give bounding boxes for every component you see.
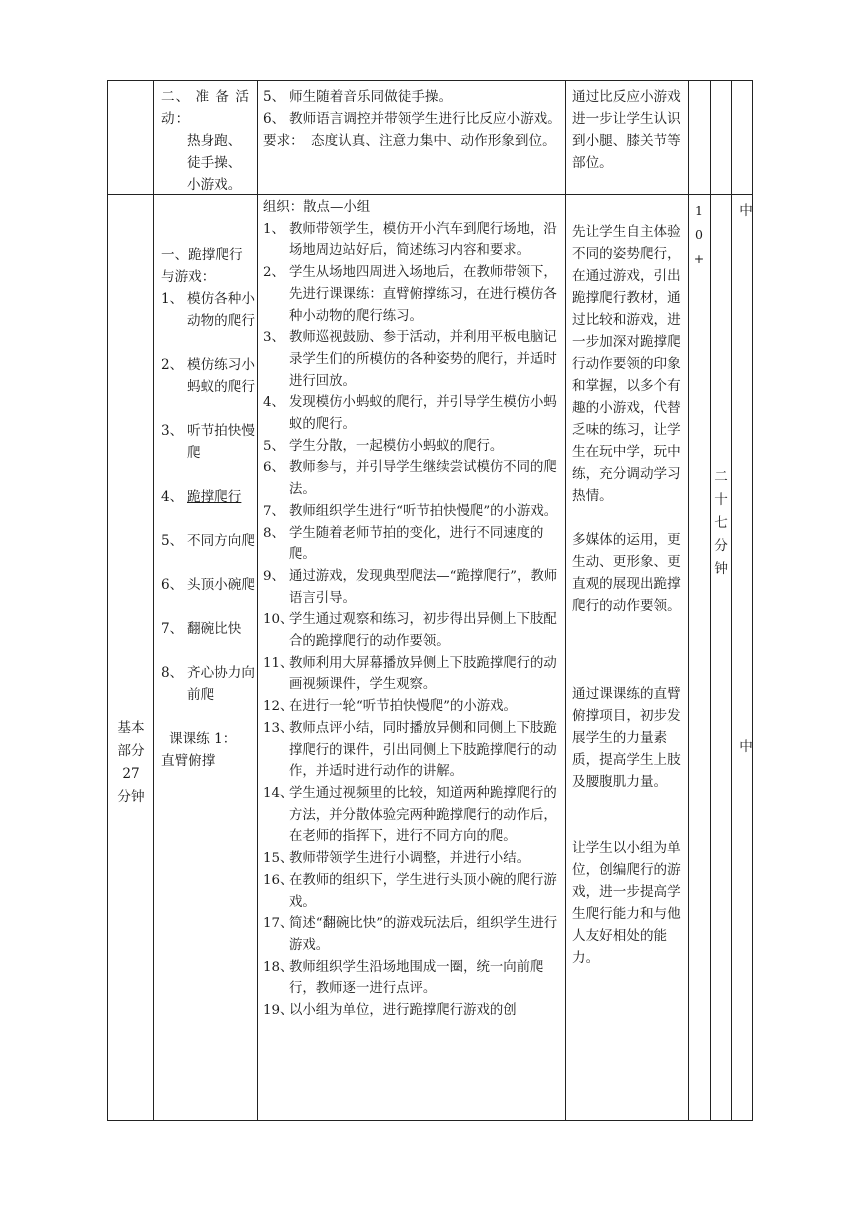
method-step	[263, 219, 561, 262]
table-bottom-border	[107, 1120, 752, 1121]
step-number: 12、	[263, 699, 294, 715]
intensity-label: 中	[739, 203, 753, 219]
count-cell	[690, 199, 708, 271]
content-item	[161, 354, 255, 398]
main-method-cell	[263, 197, 561, 1022]
content-item	[161, 662, 255, 706]
step-text: 简述“翻碗比快”的游戏玩法后，组织学生进行游戏。	[289, 916, 558, 953]
time-cell	[712, 466, 730, 581]
step-number: 7、	[263, 503, 285, 519]
method-step	[263, 523, 561, 566]
step-text: 在进行一轮“听节拍快慢爬”的小游戏。	[289, 699, 517, 715]
warmup-content-cell	[161, 86, 255, 196]
content-item	[161, 618, 255, 640]
content-item	[161, 420, 255, 464]
section-label-line: 分钟	[117, 789, 145, 805]
time-char: 二	[714, 469, 728, 485]
step-text: 学生分散，一起模仿小蚂蚁的爬行。	[289, 438, 504, 454]
step-number: 1、	[263, 221, 285, 237]
item-number: 6、	[161, 577, 184, 593]
intensity-label: 中	[739, 739, 753, 755]
method-step	[263, 392, 561, 435]
method-step	[263, 457, 561, 500]
step-number: 4、	[263, 395, 285, 411]
time-char: 钟	[714, 561, 728, 577]
item-text: 齐心协力向前爬	[187, 665, 255, 703]
item-number: 5、	[161, 533, 184, 549]
step-text: 学生通过观察和练习，初步得出异侧上下肢配合的跪撑爬行的动作要领。	[289, 612, 557, 650]
purpose-paragraph: 通过课课练的直臂俯撑项目，初步发展学生的力量素质，提高学生上肢及腰腹肌力量。	[572, 686, 681, 790]
method-step-list	[263, 219, 561, 1022]
item-text: 模仿各种小动物的爬行	[187, 291, 255, 329]
table-right-border	[752, 80, 753, 1121]
step-number: 17、	[263, 916, 294, 932]
purpose-paragraph: 多媒体的运用，更生动、更形象、更直观的展现出跪撑爬行的动作要领。	[572, 532, 681, 614]
content-item	[161, 288, 255, 332]
item-number: 8、	[161, 665, 184, 681]
content-intro: 一、跪撑爬行与游戏：	[161, 247, 243, 285]
step-number: 16、	[263, 872, 294, 888]
item-number: 7、	[161, 621, 184, 637]
column-divider	[565, 80, 566, 1121]
method-step	[263, 436, 561, 458]
count-char: 1	[695, 203, 703, 218]
requirement	[263, 130, 561, 152]
item-text: 不同方向爬	[187, 533, 255, 549]
step-text: 教师利用大屏幕播放异侧上下肢跪撑爬行的动画视频课件，学生观察。	[289, 655, 557, 693]
item-number: 1、	[161, 291, 184, 307]
step-text: 教师组织学生进行“听节拍快慢爬”的小游戏。	[289, 503, 558, 519]
method-step	[263, 609, 561, 652]
step-number: 10、	[263, 612, 294, 628]
count-char: 0	[695, 227, 703, 242]
step-text: 教师点评小结，同时播放异侧和同侧上下肢跪撑爬行的课件，引出同侧上下肢跪撑爬行的动作，并适时进行动作的讲解。	[289, 720, 557, 780]
main-purpose-cell	[572, 221, 684, 969]
method-step	[263, 870, 561, 913]
table-top-border	[107, 80, 752, 81]
practice-title: 课课练 1：	[169, 731, 237, 747]
content-item	[161, 486, 255, 508]
step-number: 13、	[263, 720, 294, 736]
purpose-paragraph: 先让学生自主体验不同的姿势爬行，在通过游戏，引出跪撑爬行教材，通过比较和游戏，进一步加深对跪撑爬行动作要领的印象和掌握，以多个有趣的小游戏，代替乏味的练习，让学生在玩中学，玩中练，充分调动学习热情。	[572, 224, 681, 504]
column-divider	[257, 80, 258, 1121]
method-step	[263, 848, 561, 870]
item-number: 2、	[161, 357, 184, 373]
step-number: 6、	[263, 111, 286, 127]
method-step	[263, 566, 561, 609]
step-text: 教师带领学生进行小调整，并进行小结。	[289, 851, 531, 867]
step-text: 教师带领学生，模仿开小汽车到爬行场地，沿场地周边站好后，简述练习内容和要求。	[289, 221, 557, 259]
step-text: 在教师的组织下，学生进行头顶小碗的爬行游戏。	[289, 872, 557, 910]
step-number: 5、	[263, 438, 285, 454]
section-label-line: 27	[122, 766, 140, 782]
step-text: 通过游戏，发现典型爬法—“跪撑爬行”，教师语言引导。	[289, 568, 558, 606]
item-text: 翻碗比快	[187, 621, 242, 637]
table-left-border	[107, 80, 108, 1121]
warmup-method-cell	[263, 86, 561, 152]
requirement-text: 态度认真、注意力集中、动作形象到位。	[311, 133, 556, 149]
step-text: 教师参与，并引导学生继续尝试模仿不同的爬法。	[289, 460, 557, 498]
step-text: 教师巡视鼓励、参于活动，并利用平板电脑记录学生们的所模仿的各种姿势的爬行，并适时进行回放。	[289, 330, 557, 389]
warmup-purpose-cell	[572, 86, 684, 174]
method-step	[263, 653, 561, 696]
method-step	[263, 696, 561, 718]
step-number: 8、	[263, 525, 285, 541]
warmup-item: 热身跑、	[187, 133, 242, 149]
column-divider	[710, 80, 711, 1121]
step-number: 6、	[263, 460, 285, 476]
warmup-item: 徒手操、	[187, 155, 242, 171]
step-number: 18、	[263, 959, 294, 975]
requirement-label: 要求：	[263, 133, 304, 149]
content-item	[161, 574, 255, 596]
step-number: 11、	[263, 655, 294, 671]
step-text: 教师组织学生沿场地围成一圈，统一向前爬行，教师逐一进行点评。	[289, 959, 544, 997]
method-step	[263, 501, 561, 523]
organization-text: 组织：散点—小组	[263, 200, 371, 215]
count-char: +	[693, 251, 705, 266]
time-char: 七	[714, 515, 728, 531]
item-text: 跪撑爬行	[187, 489, 242, 505]
section-label-line: 基本	[117, 720, 145, 736]
step-number: 9、	[263, 568, 285, 584]
practice-name: 直臂俯撑	[161, 753, 216, 769]
step-number: 2、	[263, 265, 285, 281]
method-step	[263, 957, 561, 1000]
main-content-cell	[161, 244, 255, 772]
method-step	[263, 262, 561, 327]
column-divider	[731, 80, 732, 1121]
column-divider	[153, 80, 154, 1121]
section-label-line: 部分	[117, 743, 145, 759]
step-text: 学生通过视频里的比较，知道两种跪撑爬行的方法，并分散体验完两种跪撑爬行的动作后，在老师的指挥下，进行不同方向的爬。	[289, 785, 557, 845]
item-number: 4、	[161, 489, 184, 505]
purpose-paragraph: 让学生以小组为单位，创编爬行的游戏，进一步提高学生爬行能力和与他人友好相处的能力。	[572, 840, 681, 966]
item-text: 听节拍快慢爬	[187, 423, 255, 461]
column-divider	[688, 80, 689, 1121]
method-step	[263, 718, 561, 783]
method-step	[263, 327, 561, 392]
step-number: 19、	[263, 1003, 294, 1019]
step-text: 学生从场地四周进入场地后，在教师带领下，先进行课课练：直臂俯撑练习，在进行模仿各种小动物的爬行练习。	[289, 265, 557, 324]
step-text: 发现模仿小蚂蚁的爬行，并引导学生模仿小蚂蚁的爬行。	[289, 395, 557, 433]
step-number: 14、	[263, 785, 294, 801]
method-step	[263, 913, 561, 956]
time-char: 十	[714, 492, 728, 508]
warmup-title: 二、 准 备 活 动：	[161, 89, 250, 127]
method-step	[263, 86, 561, 108]
step-number: 15、	[263, 851, 294, 867]
item-text: 模仿练习小蚂蚁的爬行	[187, 357, 255, 395]
step-text: 学生随着老师节拍的变化，进行不同速度的爬。	[289, 525, 544, 563]
content-item	[161, 530, 255, 552]
purpose-text: 通过比反应小游戏进一步让学生认识到小腿、膝关节等部位。	[572, 89, 681, 171]
step-text: 以小组为单位，进行跪撑爬行游戏的创	[289, 1003, 517, 1019]
time-char: 分	[714, 538, 728, 554]
method-step	[263, 108, 561, 130]
warmup-item: 小游戏。	[187, 177, 242, 193]
item-text: 头顶小碗爬	[187, 577, 255, 593]
step-text: 教师语言调控并带领学生进行比反应小游戏。	[289, 111, 561, 127]
method-step	[263, 1000, 561, 1022]
method-step	[263, 783, 561, 848]
step-text: 师生随着音乐同做徒手操。	[289, 89, 453, 105]
step-number: 5、	[263, 89, 286, 105]
step-number: 3、	[263, 330, 285, 346]
item-number: 3、	[161, 423, 184, 439]
section-label-cell	[110, 717, 152, 809]
